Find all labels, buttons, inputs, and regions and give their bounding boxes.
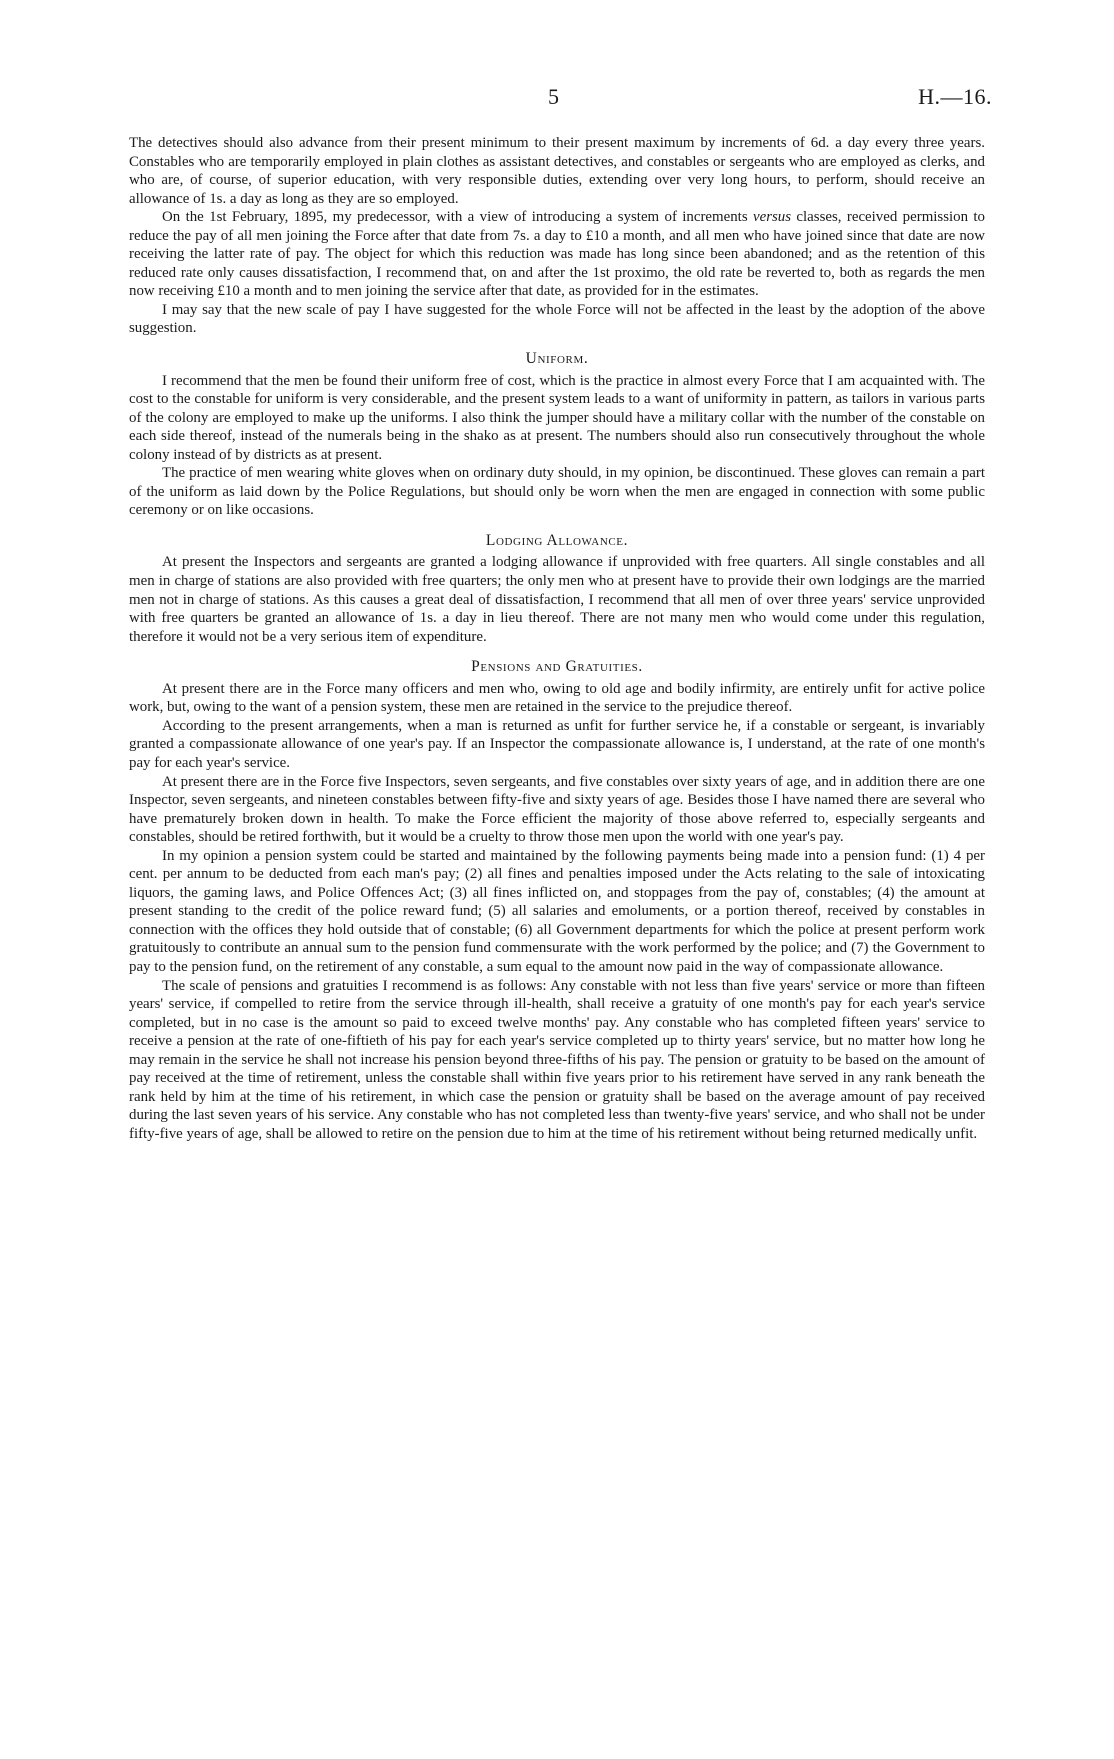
paragraph-detectives: The detectives should also advance from their present minimum to their present maximum by increments of 6d. a day every three years. Constables who are temporarily employed in plain clothes as assistant detectives, and constables or sergeants who are employed as clerks, and who are, of course, of superior education, with very responsible duties, extending over very long hours, to perform, should receive an allowance of 1s. a day as long as they are so employed. — [129, 135, 985, 207]
paragraph-pensions-3: At present there are in the Force five Inspectors, seven sergeants, and five constables over sixty years of age, and in addition there are one Inspector, seven sergeants, and nineteen constables between fifty-five and sixty years of age. Besides those I have named there are several who have prematurely broken down in health. To make the Force efficient the majority of those above referred to, especially sergeants and constables, should be retired forthwith, but it would be a cruelty to throw those men upon the world with one year's pay. — [129, 773, 985, 846]
paragraph-lodging-1: At present the Inspectors and sergeants are granted a lodging allowance if unprovided with free quarters. All single constables and all men in charge of stations are also provided with free quarters; the only men who at present have to provide their own lodgings are the married men not in charge of stations. As this causes a great deal of dissatisfaction, I recommend that all men of over three years' service unprovided with free quarters be granted an allowance of 1s. a day in lieu thereof. There are not many men who would come under this regulation, therefore it would not be a very serious item of expenditure. — [129, 554, 985, 645]
paragraph-scale-note: I may say that the new scale of pay I have suggested for the whole Force will not be affected in the least by the adoption of the above suggestion. — [129, 301, 985, 337]
paragraph-pensions-2: According to the present arrangements, when a man is returned as unfit for further service he, if a constable or sergeant, is invariably granted a compassionate allowance of one year's pay. If an Inspector the compassionate allowance is, I understand, at the rate of one month's pay for each year's service. — [129, 717, 985, 771]
document-body — [129, 134, 985, 1143]
paragraph-pensions-4: In my opinion a pension system could be started and maintained by the following payments being made into a pension fund: (1) 4 per cent. per annum to be deducted from each man's pay; (2) all fines and penalties imposed under the Acts relating to the sale of intoxicating liquors, the gaming laws, and Police Offences Act; (3) all fines inflicted on, and stoppages from the pay of, constables; (4) the amount at present standing to the credit of the police reward fund; (5) all salaries and emoluments, or a portion thereof, received by constables in connection with the offices they hold outside that of constable; (6) all Government departments for which the police at present perform work gratuitously to contribute an annual sum to the pension fund commensurate with the work performed by the police; and (7) the Government to pay to the pension fund, on the retirement of any constable, a sum equal to the amount now paid in the way of compassionate allowance. — [129, 847, 985, 975]
page-number: 5 — [548, 84, 559, 109]
document-reference: H.—16. — [918, 84, 992, 109]
paragraph-uniform-1: I recommend that the men be found their uniform free of cost, which is the practice in almost every Force that I am acquainted with. The cost to the constable for uniform is very considerable, and the present system leads to a want of uniformity in pattern, as tailors in various parts of the colony are employed to make up the uniforms. I also think the jumper should have a military collar with the number of the constable on each side thereof, instead of the numerals being in the shako as at present. The numbers should also run consecutively throughout the whole colony instead of by districts as at present. — [129, 372, 985, 463]
page-header — [0, 84, 1114, 114]
heading-pensions-gratuities: Pensions and Gratuities. — [471, 658, 643, 676]
paragraph-uniform-2: The practice of men wearing white gloves when on ordinary duty should, in my opinion, be discontinued. These gloves can remain a part of the uniform as laid down by the Police Regulations, but should only be worn when the men are engaged in connection with some public ceremony or on like occasions. — [129, 465, 985, 519]
paragraph-pay-reduction-end: classes, received permission to reduce the pay of all men joining the Force after that date from 7s. a day to £10 a month, and all men who have joined since that date are now receiving the latter rate of pay. The object for which this reduction was made has long since been abandoned; and as the retention of this reduced rate only causes dissatisfaction, I recommend that, on and after the 1st proximo, the old rate be reverted to, both as regards the men now receiving £10 a month and to men joining the service after that date, as provided for in the estimates. — [129, 209, 985, 300]
paragraph-pay-reduction — [129, 208, 985, 301]
paragraph-pensions-1: At present there are in the Force many officers and men who, owing to old age and bodily infirmity, are entirely unfit for active police work, but, owing to the want of a pension system, these men are retained in the service to the prejudice thereof. — [129, 680, 985, 716]
paragraph-pensions-5: The scale of pensions and gratuities I recommend is as follows: Any constable with not less than five years' service or more than fifteen years' service, if compelled to retire from the service through ill-health, shall receive a gratuity of one month's pay for each year's service completed, but in no case is the amount so paid to exceed twelve months' pay. Any constable who has completed fifteen years' service to receive a pension at the rate of one-fiftieth of his pay for each year's service completed up to thirty years' service, but no matter how long he may remain in the service he shall not increase his pension beyond three-fifths of his pay. The pension or gratuity to be based on the amount of pay received at the time of retirement, unless the constable shall within five years prior to his retirement have served in any rank beneath the rank held by him at the time of his retirement, in which case the pension or gratuity shall be based on the average amount of pay received during the last seven years of his service. Any constable who has not completed less than twenty-five years' service, and who shall not be under fifty-five years of age, shall be allowed to retire on the pension due to him at the time of his retirement without being returned medically unfit. — [129, 977, 985, 1142]
paragraph-pay-reduction-start: On the 1st February, 1895, my predecessor, with a view of introducing a system of increments — [162, 209, 753, 226]
paragraph-pay-reduction-italic: versus — [753, 209, 792, 226]
heading-uniform: Uniform. — [525, 350, 589, 368]
heading-lodging-allowance: Lodging Allowance. — [485, 531, 629, 549]
